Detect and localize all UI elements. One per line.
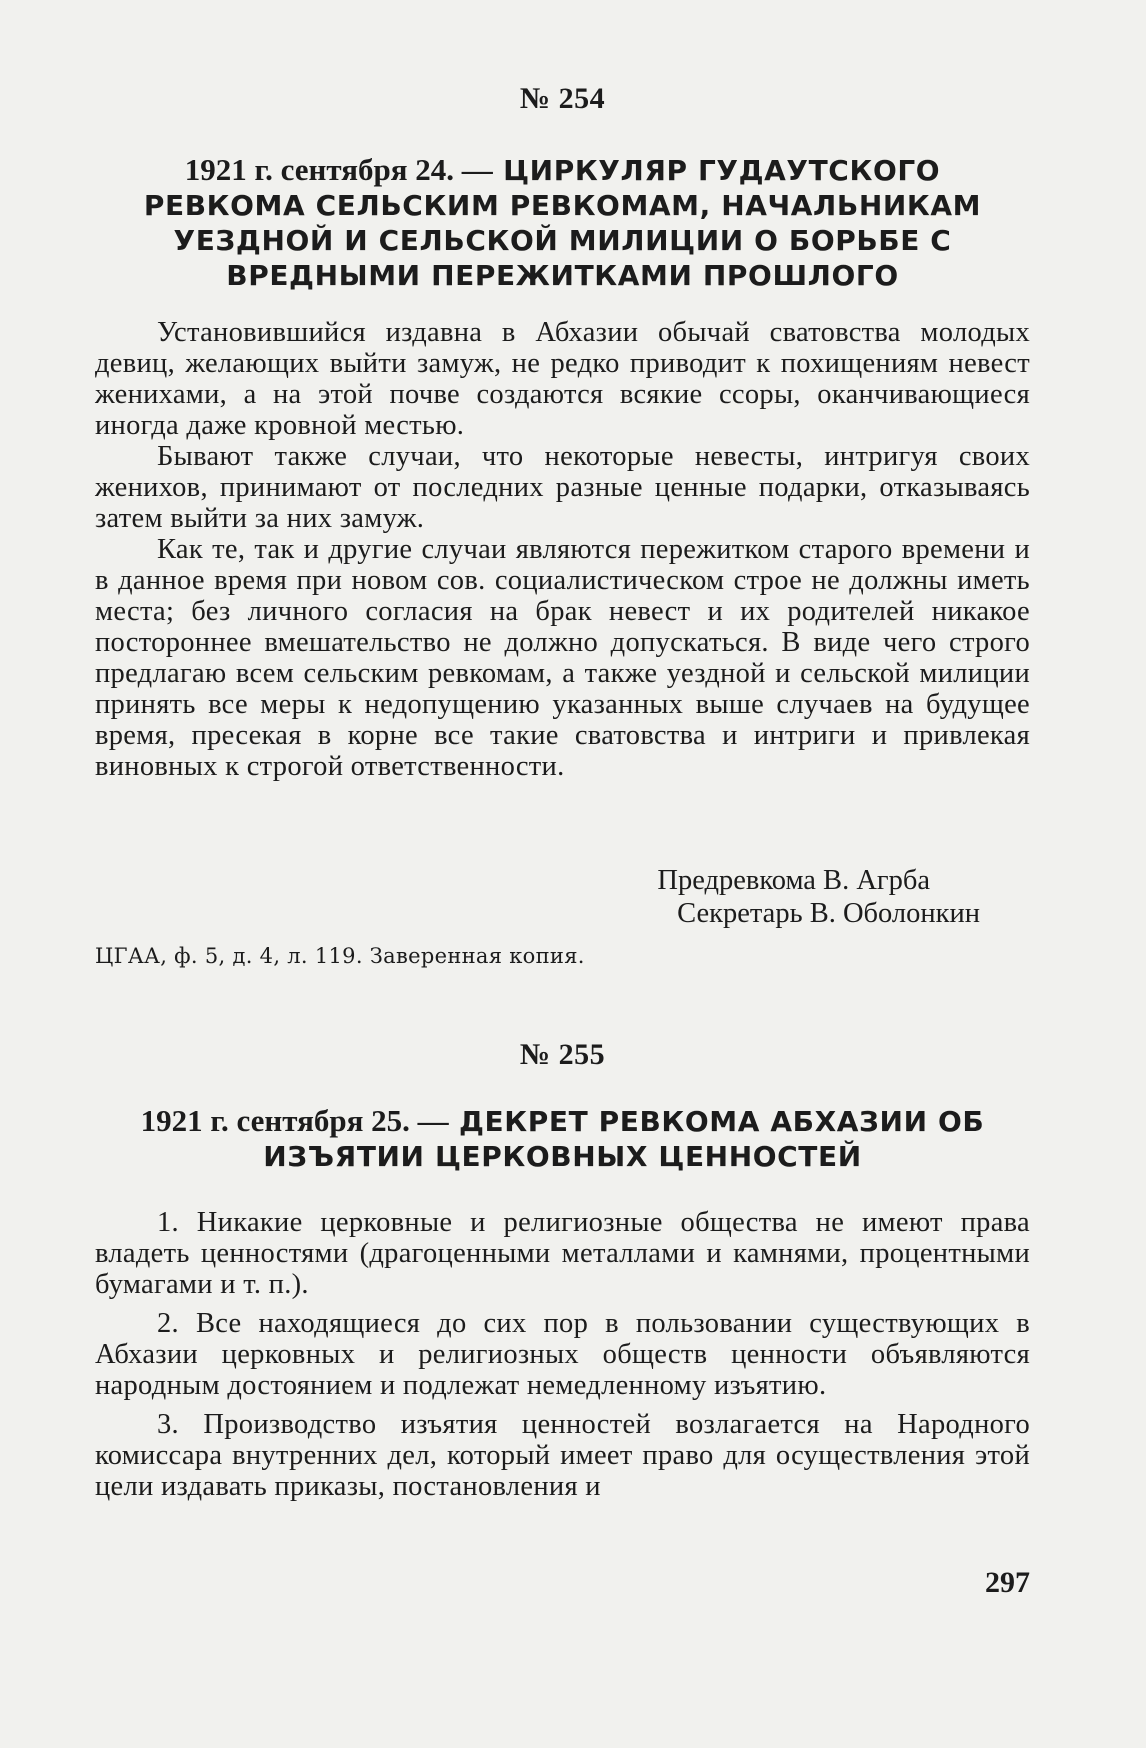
- doc-254-signatures: [95, 864, 1030, 930]
- doc-255-body: [95, 1207, 1030, 1502]
- doc-255-title: [95, 1103, 1030, 1174]
- doc-255-title-text: ДЕКРЕТ РЕВКОМА АБХАЗИИ ОБ ИЗЪЯТИИ ЦЕРКОВНЫХ ЦЕННОСТЕЙ: [263, 1105, 985, 1173]
- doc-255-number: № 255: [519, 1038, 606, 1071]
- doc-255-title-date: 1921 г. сентября 25. —: [140, 1103, 449, 1138]
- signature-chairman: Предревкома В. Агрба: [657, 865, 930, 896]
- doc-254-title: [135, 152, 990, 293]
- signature-secretary: Секретарь В. Оболонкин: [677, 898, 980, 929]
- doc-255-paragraph-1: 1. Никакие церковные и религиозные общества не имеют права владеть ценностями (драгоценными металлами и камнями, процентными бумагами и т. п.).: [95, 1207, 1030, 1300]
- doc-255-paragraph-2: 2. Все находящиеся до сих пор в пользовании существующих в Абхазии церковных и религиозных обществ ценности объявляются народным достоянием и подлежат немедленному изъятию.: [95, 1308, 1030, 1401]
- doc-254-paragraph-2: Бывают также случаи, что некоторые невесты, интригуя своих женихов, принимают от последних разные ценные подарки, отказываясь затем выйти за них замуж.: [95, 441, 1030, 534]
- page-number: 297: [985, 1566, 1030, 1599]
- document-page: [95, 0, 1030, 1748]
- doc-254-number: № 254: [519, 82, 606, 115]
- doc-255-paragraph-3: 3. Производство изъятия ценностей возлагается на Народного комиссара внутренних дел, который имеет право для осуществления этой цели издавать приказы, постановления и: [95, 1409, 1030, 1502]
- doc-254-paragraph-1: Установившийся издавна в Абхазии обычай сватовства молодых девиц, желающих выйти замуж, не редко приводит к похищениям невест женихами, а на этой почве создаются всякие ссоры, оканчивающиеся иногда даже кровной местью.: [95, 317, 1030, 441]
- doc-254-paragraph-3: Как те, так и другие случаи являются пережитком старого времени и в данное время при новом сов. социалистическом строе не должны иметь места; без личного согласия на брак невест и их родителей никакое постороннее вмешательство не должно допускаться. В виде чего строго предлагаю всем сельским ревкомам, а также уездной и сельской милиции принять все меры к недопущению указанных выше случаев на будущее время, пресекая в корне все такие сватовства и интриги и привлекая виновных к строгой ответственности.: [95, 534, 1030, 782]
- doc-254-body: [95, 317, 1030, 782]
- archive-reference: ЦГАА, ф. 5, д. 4, л. 119. Заверенная копия.: [95, 944, 585, 968]
- doc-254-title-date: 1921 г. сентября 24. —: [184, 152, 493, 187]
- doc-254-title-text: ЦИРКУЛЯР ГУДАУТСКОГО РЕВКОМА СЕЛЬСКИМ РЕВКОМАМ, НАЧАЛЬНИКАМ УЕЗДНОЙ И СЕЛЬСКОЙ МИЛИЦИИ О БОРЬБЕ С ВРЕДНЫМИ ПЕРЕЖИТКАМИ ПРОШЛОГО: [143, 154, 982, 292]
